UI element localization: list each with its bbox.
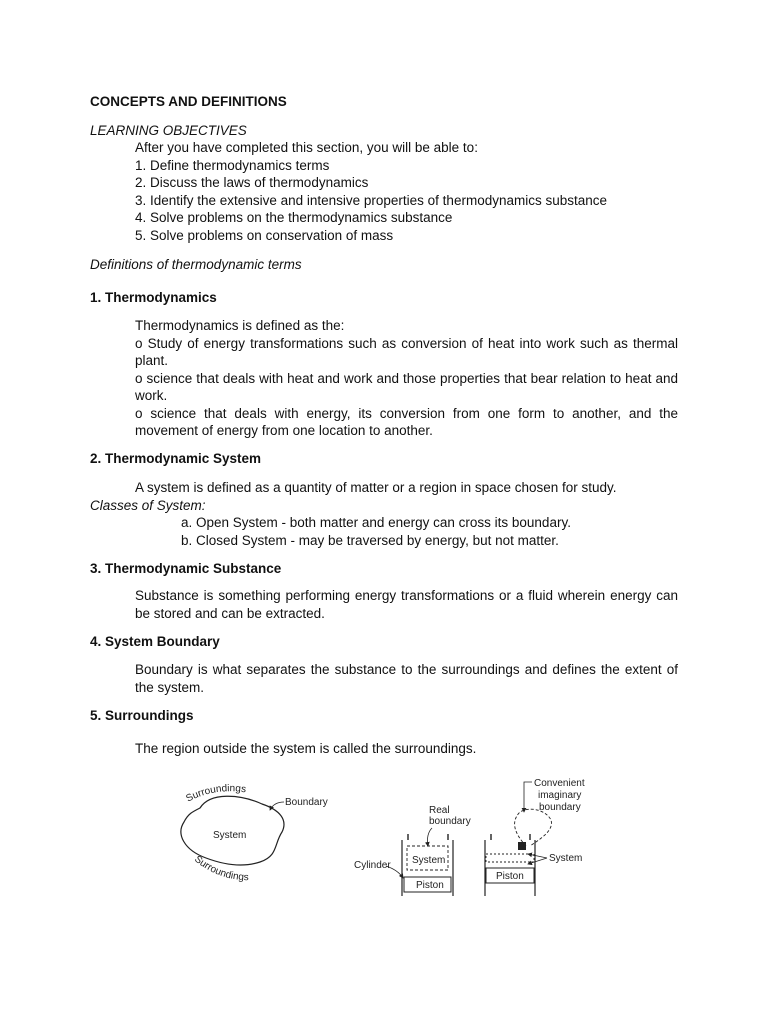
convenient-label: Convenient — [534, 778, 585, 789]
page-title: CONCEPTS AND DEFINITIONS — [90, 94, 287, 109]
real-label: Real — [429, 805, 450, 816]
section-heading-system: 2. Thermodynamic System — [90, 451, 262, 466]
surroundings-bottom-label: Surroundings — [192, 853, 249, 884]
section-heading-boundary: 4. System Boundary — [90, 634, 220, 649]
system-right-label: System — [549, 853, 583, 864]
class-closed-system: b. Closed System - may be traversed by energy, but not matter. — [181, 532, 559, 548]
objective-item: 2. Discuss the laws of thermodynamics — [135, 175, 369, 190]
system-definition: A system is defined as a quantity of matter or a region in space chosen for study. — [135, 480, 617, 495]
thermodynamics-definition — [135, 317, 678, 440]
definition-bullet: o science that deals with heat and work and those properties that bear relation to heat and work. — [135, 370, 678, 403]
real-boundary-label: boundary — [429, 816, 471, 827]
cylinder-label: Cylinder — [354, 860, 391, 871]
section-heading-surroundings: 5. Surroundings — [90, 708, 194, 723]
system-cylinder-label: System — [412, 855, 446, 866]
imaginary-boundary-arrow — [524, 782, 532, 812]
section-heading-thermodynamics: 1. Thermodynamics — [90, 290, 217, 305]
definitions-heading: Definitions of thermodynamic terms — [90, 257, 302, 272]
substance-definition: Substance is something performing energy transformations or a fluid wherein energy can be stored and can be extracted. — [135, 588, 678, 621]
classes-label: Classes of System: — [90, 497, 206, 513]
piston-1-label: Piston — [416, 880, 444, 891]
learning-objectives-heading: LEARNING OBJECTIVES — [90, 123, 247, 138]
system-boundary-figure — [170, 772, 600, 900]
objective-item: 1. Define thermodynamics terms — [135, 157, 330, 173]
real-boundary-arrow — [428, 828, 433, 846]
objectives-intro: After you have completed this section, you will be able to: — [135, 140, 478, 155]
boundary-label: Boundary — [285, 797, 328, 808]
imaginary-boundary — [515, 809, 552, 846]
definition-bullet: o Study of energy transformations such as conversion of heat into work such as thermal plant. — [135, 335, 678, 368]
class-open-system: a. Open System - both matter and energy can cross its boundary. — [181, 515, 571, 530]
objective-item: 5. Solve problems on conservation of mass — [135, 227, 394, 243]
boundary-definition: Boundary is what separates the substance to the surroundings and defines the extent of the system. — [135, 662, 678, 695]
objectives-list — [135, 157, 607, 245]
objective-item: 3. Identify the extensive and intensive properties of thermodynamics substance — [135, 192, 608, 208]
valve-block — [518, 842, 526, 850]
objective-item: 4. Solve problems on the thermodynamics substance — [135, 210, 453, 225]
imaginary-label: imaginary — [538, 790, 582, 801]
surroundings-definition: The region outside the system is called the surroundings. — [135, 741, 477, 756]
figure-svg — [170, 772, 600, 900]
imaginary-boundary-label: boundary — [539, 802, 581, 813]
surroundings-top-label: Surroundings — [184, 783, 247, 805]
piston-2-label: Piston — [496, 871, 524, 882]
system-blob-label: System — [213, 830, 247, 841]
definition-intro: Thermodynamics is defined as the: — [135, 318, 345, 333]
section-heading-substance: 3. Thermodynamic Substance — [90, 561, 282, 576]
definition-bullet: o science that deals with energy, its conversion from one form to another, and the movement of energy from one location to another. — [135, 405, 678, 438]
